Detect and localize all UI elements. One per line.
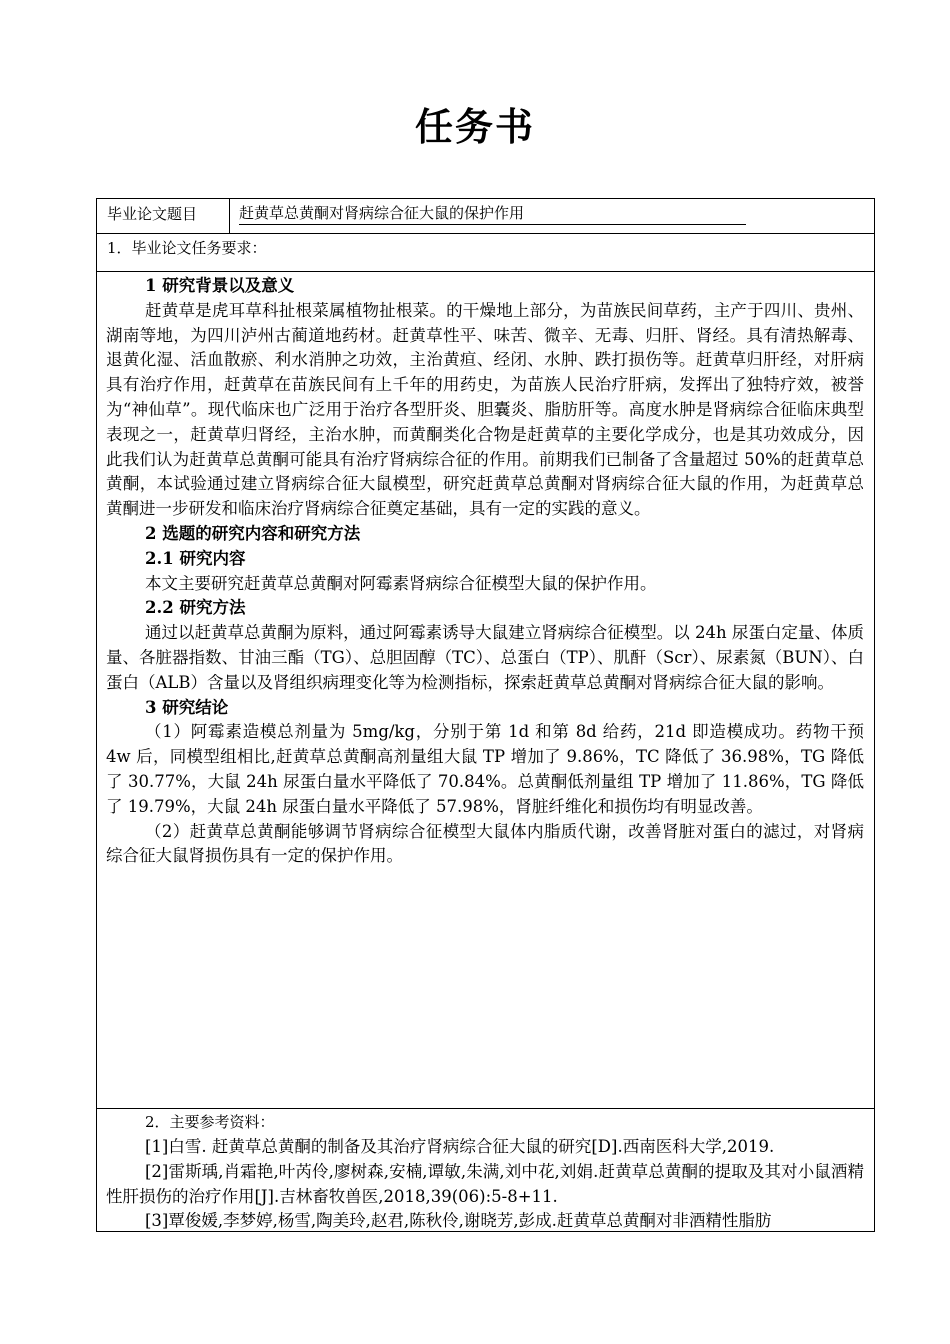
requirements-body	[97, 272, 874, 1109]
task-table	[96, 198, 875, 1232]
section-2-1-text: 本文主要研究赶黄草总黄酮对阿霉素肾病综合征模型大鼠的保护作用。	[145, 573, 657, 593]
section-1-text: 赶黄草是虎耳草科扯根菜属植物扯根菜。的干燥地上部分，为苗族民间草药，主产于四川、贵州、湖南等地，为四川泸州古蔺道地药材。赶黄草性平、味苦、微辛、无毒、归肝、肾经。具有清热解毒、退黄化湿、活血散瘀、利水消肿之功效，主治黄疸、经闭、水肿、跌打损伤等。赶黄草归肝经，对肝病具有治疗作用，赶黄草在苗族民间有上千年的用药史，为苗族人民治疗肝病，发挥出了独特疗效，被誉为“神仙草”。现代临床也广泛用于治疗各型肝炎、胆囊炎、脂肪肝等。高度水肿是肾病综合征临床典型表现之一，赶黄草归肾经，主治水肿，而黄酮类化合物是赶黄草的主要化学成分，也是其功效成分，因此我们认为赶黄草总黄酮可能具有治疗肾病综合征的作用。前期我们已制备了含量超过 50%的赶黄草总黄酮，本试验通过建立肾病综合征大鼠模型，研究赶黄草总黄酮对肾病综合征大鼠的作用，为赶黄草总黄酮进一步研发和临床治疗肾病综合征奠定基础，具有一定的实践的意义。	[106, 300, 864, 519]
topic-row	[97, 199, 874, 234]
topic-value: 赶黄草总黄酮对肾病综合征大鼠的保护作用	[239, 203, 746, 225]
reference-item: [1]白雪. 赶黄草总黄酮的制备及其治疗肾病综合征大鼠的研究[D].西南医科大学,2019.	[145, 1137, 775, 1156]
section-2-title: 2 选题的研究内容和研究方法	[145, 523, 361, 543]
references-section	[97, 1109, 874, 1233]
requirements-header: 1．毕业论文任务要求：	[97, 234, 874, 272]
section-2-1-title: 2.1 研究内容	[145, 548, 246, 568]
section-3-paragraph-2: （2）赶黄草总黄酮能够调节肾病综合征模型大鼠体内脂质代谢，改善肾脏对蛋白的滤过，对肾病综合征大鼠肾损伤具有一定的保护作用。	[106, 821, 864, 866]
references-header: 2．主要参考资料：	[145, 1113, 275, 1131]
section-1-title: 1 研究背景以及意义	[145, 276, 295, 295]
reference-item: [3]覃俊媛,李梦婷,杨雪,陶美玲,赵君,陈秋伶,谢晓芳,彭成.赶黄草总黄酮对非酒精性脂肪	[145, 1211, 772, 1231]
section-2-2-text: 通过以赶黄草总黄酮为原料，通过阿霉素诱导大鼠建立肾病综合征模型。以 24h 尿蛋白定量、体质量、各脏器指数、甘油三酯（TG）、总胆固醇（TC）、总蛋白（TP）、肌酐（Scr）、尿素氮（BUN）、白蛋白（ALB）含量以及肾组织病理变化等为检测指标，探索赶黄草总黄酮对肾病综合征大鼠的影响。	[106, 623, 864, 692]
section-3-paragraph-1: （1）阿霉素造模总剂量为 5mg/kg，分别于第 1d 和第 8d 给药，21d 即造模成功。药物干预 4w 后，同模型组相比,赶黄草总黄酮高剂量组大鼠 TP 增加了 9.86%，TC 降低了 36.98%，TG 降低了 30.77%，大鼠 24h 尿蛋白量水平降低了 70.84%。总黄酮低剂量组 TP 增加了 11.86%，TG 降低了 19.79%，大鼠 24h 尿蛋白量水平降低了 57.98%，肾脏纤维化和损伤均有明显改善。	[106, 722, 864, 816]
topic-label: 毕业论文题目	[97, 199, 230, 233]
page-title: 任务书	[414, 105, 535, 149]
section-3-title: 3 研究结论	[145, 697, 229, 717]
reference-item: [2]雷斯瑀,肖霜艳,叶芮伶,廖树森,安楠,谭敏,朱满,刘中花,刘娟.赶黄草总黄酮的提取及其对小鼠酒精性肝损伤的治疗作用[J].吉林畜牧兽医,2018,39(06):5-8+11.	[106, 1161, 864, 1206]
section-2-2-title: 2.2 研究方法	[145, 598, 246, 618]
